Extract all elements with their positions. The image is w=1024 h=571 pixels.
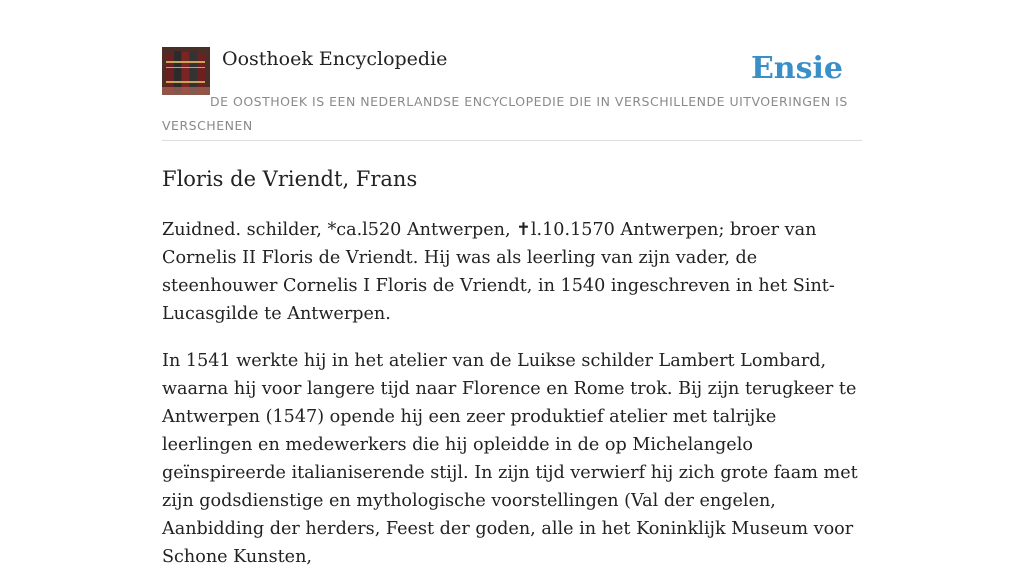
page-title: Floris de Vriendt, Frans [162,167,418,191]
site-tagline: DE OOSTHOEK IS EEN NEDERLANDSE ENCYCLOPEDIE DIE IN VERSCHILLENDE UITVOERINGEN IS VERSCHENEN [162,94,848,133]
brand-logo[interactable]: Ensie [750,51,843,86]
book-spines-icon[interactable] [162,47,210,95]
article-paragraph-1: Zuidned. schilder, *ca.l520 Antwerpen, ✝l.10.1570 Antwerpen; broer van Cornelis II Floris de Vriendt. Hij was als leerling van zijn vader, de steenhouwer Cornelis I Floris de Vriendt, in 1540 ingeschreven in het Sint-Lucasgilde te Antwerpen. [162,220,835,324]
article-paragraph-2: In 1541 werkte hij in het atelier van de Luikse schilder Lambert Lombard, waarna hij voor langere tijd naar Florence en Rome trok. Bij zijn terugkeer te Antwerpen (1547) opende hij een zeer produktief atelier met talrijke leerlingen en medewerkers die hij opleidde in de op Michelangelo geïnspireerde italianiserende stijl. In zijn tijd verwierf hij zich grote faam met zijn godsdienstige en mythologische voorstellingen (Val der engelen, Aanbidding der herders, Feest der goden, alle in het Koninklijk Museum voor Schone Kunsten, [162,351,858,567]
site-header [162,46,862,141]
site-name[interactable]: Oosthoek Encyclopedie [222,48,448,70]
article [162,163,862,571]
